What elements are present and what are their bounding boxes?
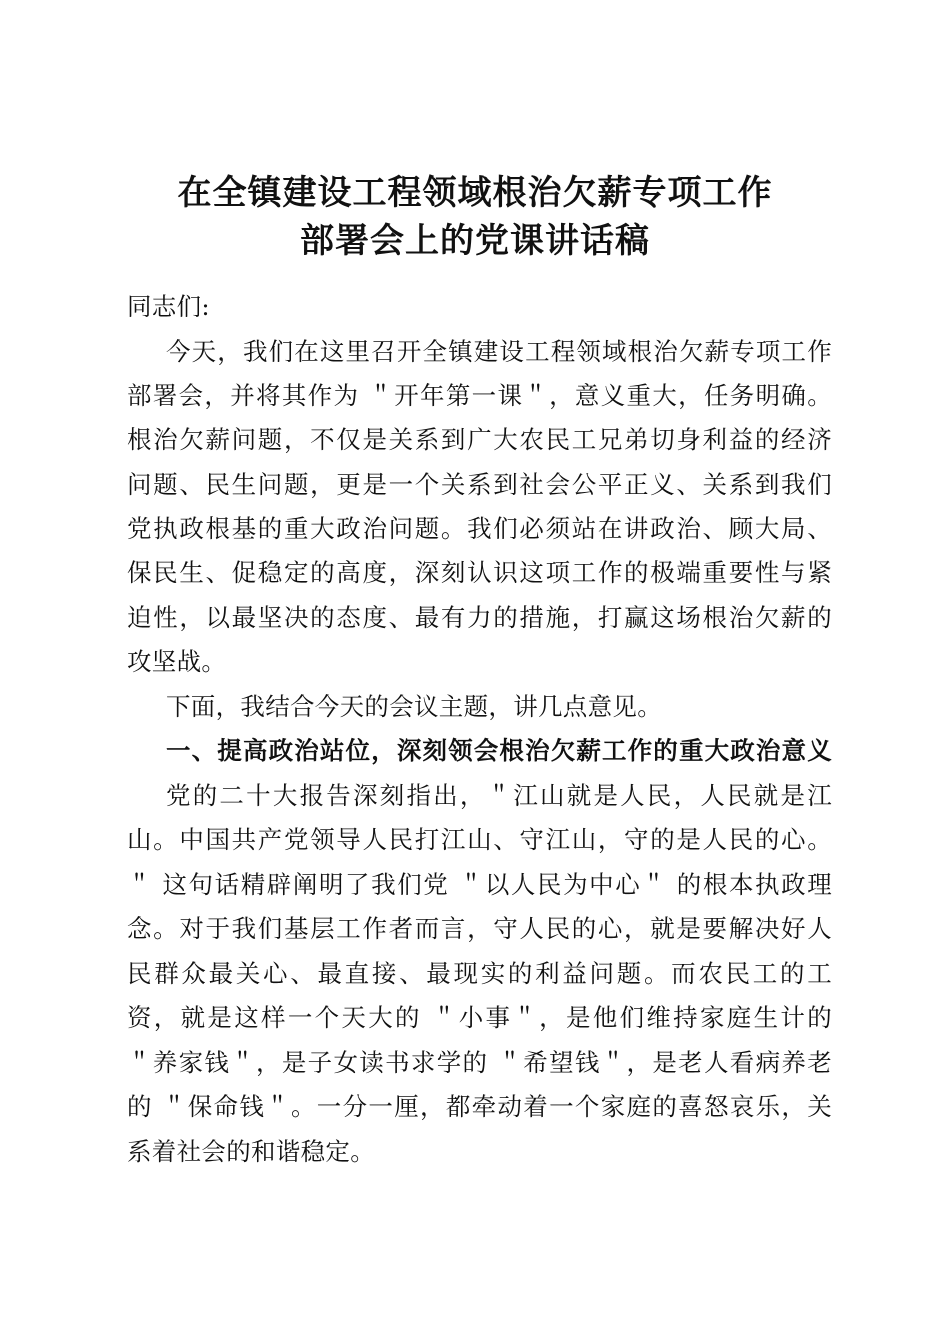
paragraph-line: 党的二十大报告深刻指出，＂江山就是人民，人民就是江 [166,781,832,810]
paragraph-line: 下面，我结合今天的会议主题，讲几点意见。 [166,692,662,721]
paragraph-line: 山。中国共产党领导人民打江山、守江山，守的是人民的心。 [127,825,832,854]
paragraph-line: ＂养家钱＂，是子女读书求学的 ＂希望钱＂，是老人看病养老 [127,1048,832,1077]
paragraph-line: 今天，我们在这里召开全镇建设工程领域根治欠薪专项工作 [166,337,832,366]
paragraph-line: 保民生、促稳定的高度，深刻认识这项工作的极端重要性与紧 [127,558,832,587]
paragraph-line: 部署会，并将其作为 ＂开年第一课＂，意义重大，任务明确。 [127,381,832,410]
salutation: 同志们: [127,292,210,321]
paragraph-line: ＂ 这句话精辟阐明了我们党 ＂以人民为中心＂ 的根本执政理 [127,870,832,899]
document-title-line-1: 在全镇建设工程领域根治欠薪专项工作 [177,173,773,213]
paragraph-line: 民群众最关心、最直接、最现实的利益问题。而农民工的工 [127,959,832,988]
paragraph-line: 攻坚战。 [127,647,227,676]
paragraph-line: 念。对于我们基层工作者而言，守人民的心，就是要解决好人 [127,914,832,943]
paragraph-line: 党执政根基的重大政治问题。我们必须站在讲政治、顾大局、 [127,514,832,543]
paragraph-line: 资，就是这样一个天大的 ＂小事＂，是他们维持家庭生计的 [127,1003,832,1032]
paragraph-line: 的 ＂保命钱＂。一分一厘，都牵动着一个家庭的喜怒哀乐，关 [127,1092,832,1121]
section-heading: 一、提高政治站位，深刻领会根治欠薪工作的重大政治意义 [166,736,832,765]
paragraph-line: 根治欠薪问题，不仅是关系到广大农民工兄弟切身利益的经济 [127,425,832,454]
paragraph-line: 迫性，以最坚决的态度、最有力的措施，打赢这场根治欠薪的 [127,603,832,632]
document-title-line-2: 部署会上的党课讲话稿 [300,221,650,261]
paragraph-line: 系着社会的和谐稳定。 [127,1137,375,1166]
paragraph-line: 问题、民生问题，更是一个关系到社会公平正义、关系到我们 [127,470,832,499]
